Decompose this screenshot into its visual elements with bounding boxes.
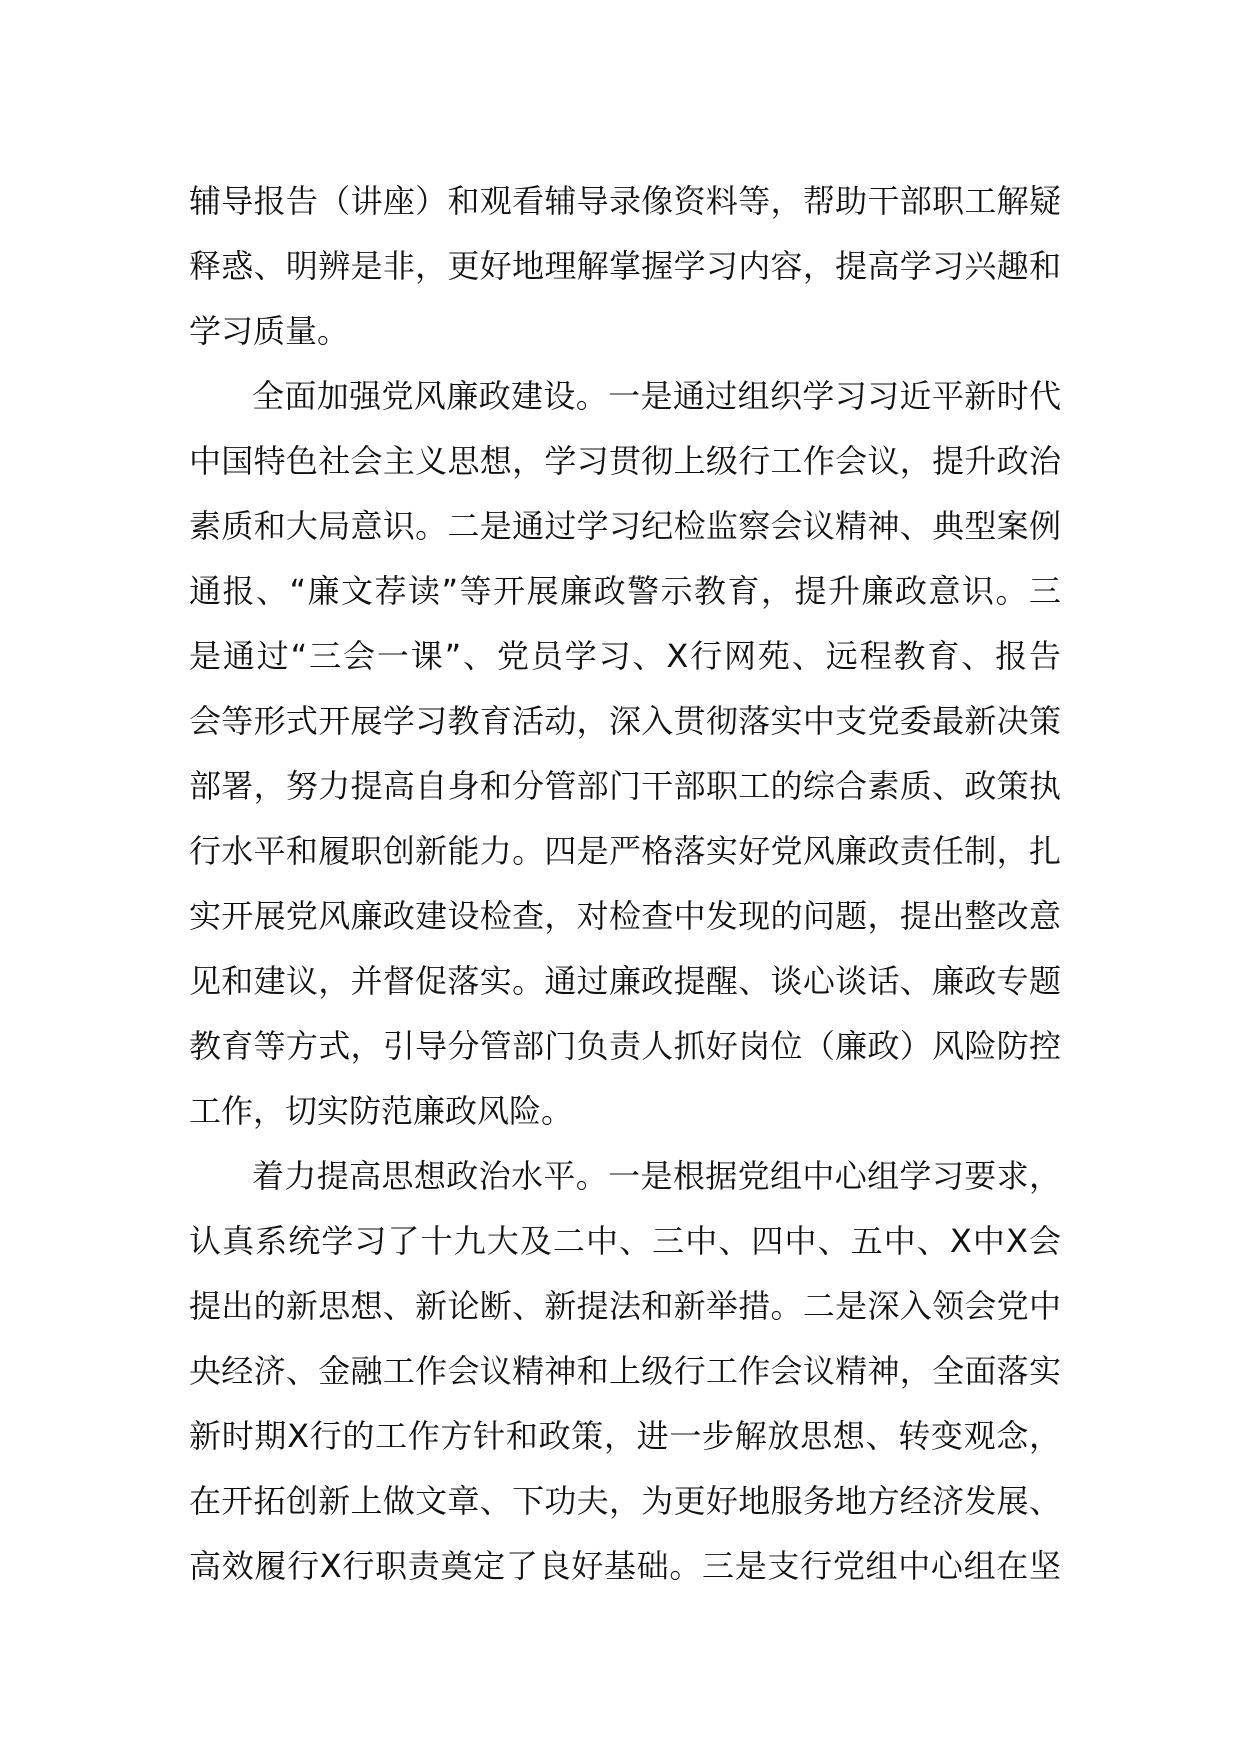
text-line: 学习质量。 [189,312,350,350]
text-line: 高效履行X行职责奠定了良好基础。三是支行党组中心组在坚 [189,1547,1061,1585]
text-line: 认真系统学习了十九大及二中、三中、四中、五中、X中X会 [189,1222,1061,1260]
text-line: 实开展党风廉政建设检查，对检查中发现的问题，提出整改意 [189,897,1061,935]
text-line: 工作，切实防范廉政风险。 [189,1092,574,1130]
text-line: 会等形式开展学习教育活动，深入贯彻落实中支党委最新决策 [189,702,1061,740]
text-line: 行水平和履职创新能力。四是严格落实好党风廉政责任制，扎 [189,832,1061,870]
text-line: 在开拓创新上做文章、下功夫，为更好地服务地方经济发展、 [189,1482,1061,1520]
text-line: 素质和大局意识。二是通过学习纪检监察会议精神、典型案例 [189,507,1061,545]
document-body [189,169,1061,1599]
text-line: 部署，努力提高自身和分管部门干部职工的综合素质、政策执 [189,767,1061,805]
text-line: 是通过“三会一课”、党员学习、X行网苑、远程教育、报告 [189,637,1061,675]
text-line: 新时期X行的工作方针和政策，进一步解放思想、转变观念， [189,1417,1061,1455]
text-line: 释惑、明辨是非，更好地理解掌握学习内容，提高学习兴趣和 [189,247,1061,285]
paragraph-first-line: 全面加强党风廉政建设。一是通过组织学习习近平新时代 [252,377,1061,415]
text-line: 教育等方式，引导分管部门负责人抓好岗位（廉政）风险防控 [189,1027,1061,1065]
text-line: 通报、“廉文荐读”等开展廉政警示教育，提升廉政意识。三 [189,572,1061,610]
text-line: 提出的新思想、新论断、新提法和新举措。二是深入领会党中 [189,1287,1061,1325]
text-line: 中国特色社会主义思想，学习贯彻上级行工作会议，提升政治 [189,442,1061,480]
paragraph-first-line: 着力提高思想政治水平。一是根据党组中心组学习要求， [252,1157,1061,1195]
text-line: 辅导报告（讲座）和观看辅导录像资料等，帮助干部职工解疑 [189,182,1061,220]
text-line: 见和建议，并督促落实。通过廉政提醒、谈心谈话、廉政专题 [189,962,1061,1000]
text-line: 央经济、金融工作会议精神和上级行工作会议精神，全面落实 [189,1352,1061,1390]
